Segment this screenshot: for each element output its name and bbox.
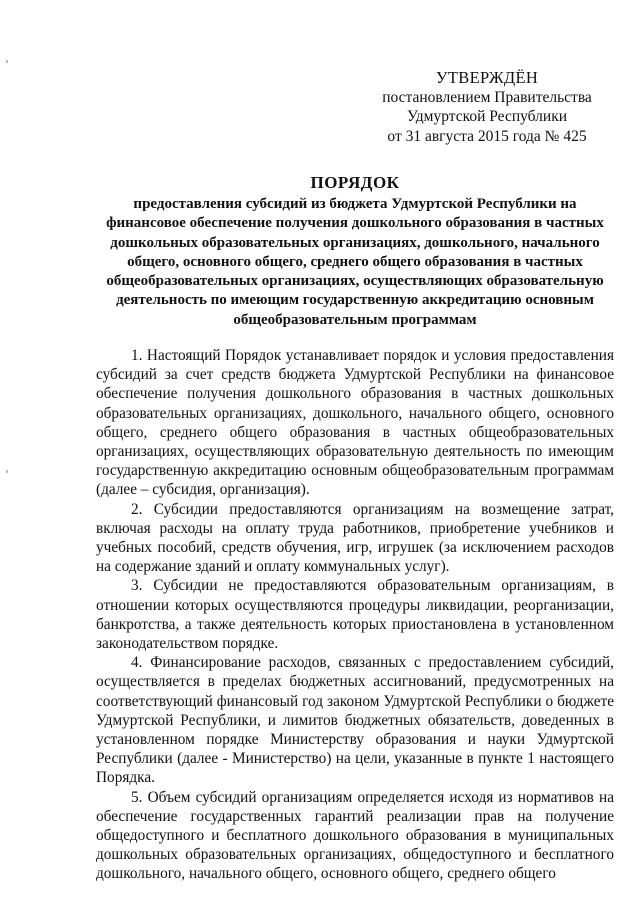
approval-line: постановлением Правительства <box>382 88 592 106</box>
document-body <box>96 346 614 884</box>
approval-stamp <box>372 68 602 146</box>
paragraph-1: 1. Настоящий Порядок устанавливает порядок и условия предоставления субсидий за счет средств бюджета Удмуртской Республики на финансовое обеспечение получения дошкольного образования в частных дошкольных образовательных организациях, дошкольного, начального общего, основного общего, среднего общего образования в частных общеобразовательных организациях, осуществляющих образовательную деятельность по имеющим государственную аккредитацию основным общеобразовательным программам (далее – субсидия, организация). <box>96 347 614 499</box>
document-title: ПОРЯДОК <box>310 173 400 192</box>
approval-title: УТВЕРЖДЁН <box>435 68 539 87</box>
scan-margin-mark <box>6 60 8 63</box>
document-subtitle: предоставления субсидий из бюджета Удмуртской Республики на финансовое обеспечение получения дошкольного образования в частных дошкольных образовательных организациях, дошкольного, начального общего, основного общего, среднего общего образования в частных общеобразовательных организациях, осуществляющих образовательную деятельность по имеющим государственную аккредитацию основным общеобразовательным программам <box>106 196 604 328</box>
paragraph-2: 2. Субсидии предоставляются организациям на возмещение затрат, включая расходы на оплату труда работников, приобретение учебников и учебных пособий, средств обучения, игр, игрушек (за исключением расходов на содержание зданий и оплату коммунальных услуг). <box>96 500 614 576</box>
paragraph-4: 4. Финансирование расходов, связанных с предоставлением субсидий, осуществляется в пределах бюджетных ассигнований, предусмотренных на соответствующий финансовый год законом Удмуртской Республики о бюджете Удмуртской Республики, и лимитов бюджетных обязательств, доведенных в установленном порядке Министерству образования и науки Удмуртской Республики (далее - Министерство) на цели, указанные в пункте 1 настоящего Порядка. <box>96 654 614 787</box>
approval-date: от 31 августа 2015 года № 425 <box>387 127 587 145</box>
scan-margin-mark <box>6 470 8 473</box>
paragraph-5: 5. Объем субсидий организациям определяется исходя из нормативов на обеспечение государственных гарантий реализации прав на получение общедоступного и бесплатного дошкольного образования в муниципальных дошкольных образовательных организациях, общедоступного и бесплатного дошкольного, начального общего, основного общего, среднего общего <box>96 788 614 883</box>
paragraph-3: 3. Субсидии не предоставляются образовательным организациям, в отношении которых осуществляются процедуры ликвидации, реорганизации, банкротства, а также деятельность которых приостановлена в установленном законодательством порядке. <box>96 577 614 653</box>
document-heading <box>94 172 616 330</box>
approval-line: Удмуртской Республики <box>406 108 568 125</box>
